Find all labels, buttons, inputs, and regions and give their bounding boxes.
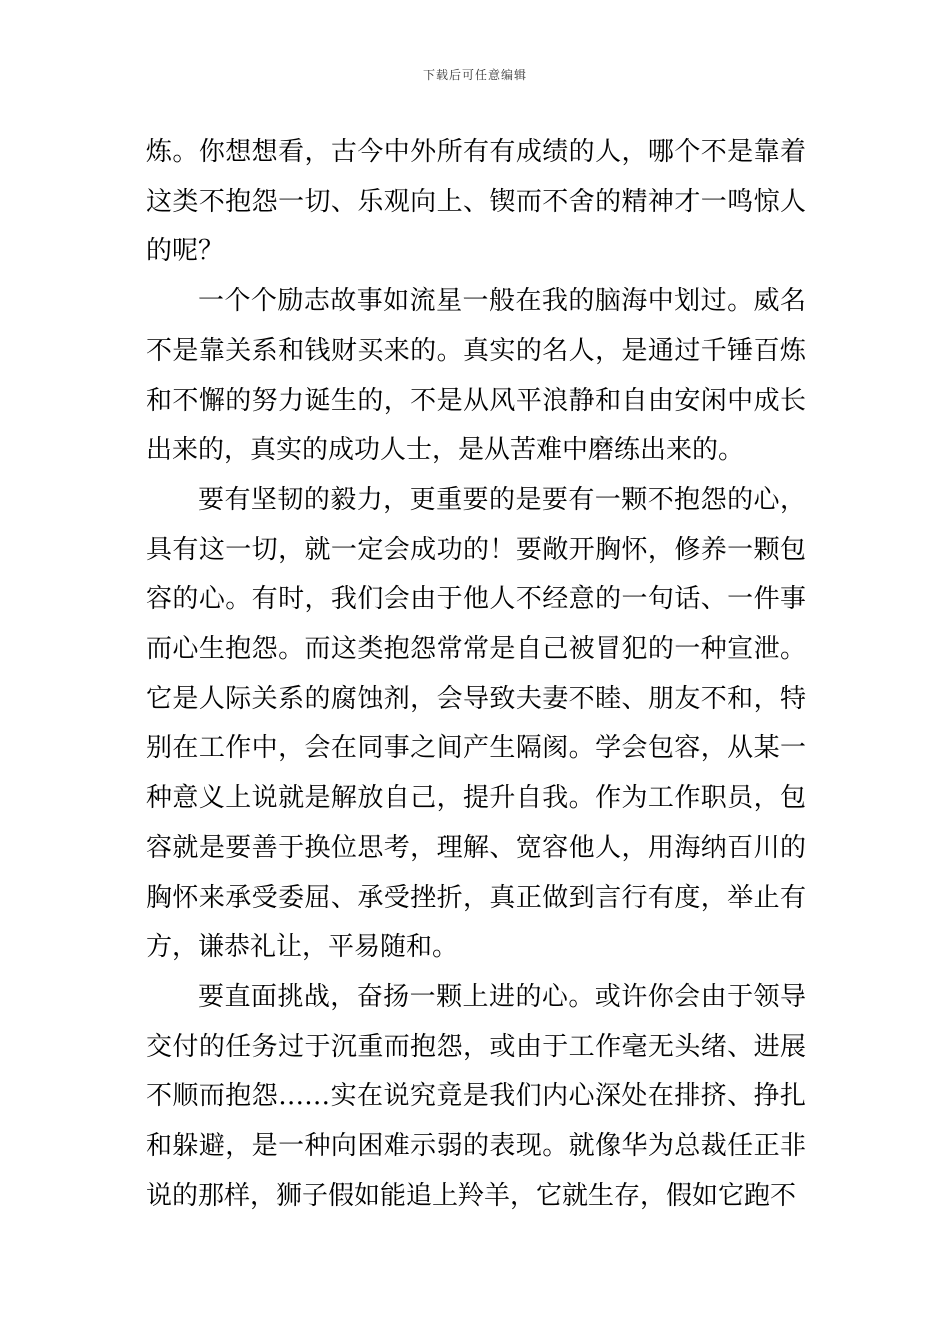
paragraph-1: 炼。你想想看，古今中外所有有成绩的人，哪个不是靠着这类不抱怨一切、乐观向上、锲而不舍的精神才一鸣惊人的呢？ [146, 137, 806, 267]
page-header: 下载后可任意编辑 [422, 68, 527, 82]
paragraph-3: 要有坚韧的毅力，更重要的是要有一颗不抱怨的心，具有这一切，就一定会成功的！要敞开胸怀，修养一颗包容的心。有时，我们会由于他人不经意的一句话、一件事而心生抱怨。而这类抱怨常常是自己被冒犯的一种宣泄。它是人际关系的腐蚀剂，会导致夫妻不睦、朋友不和，特别在工作中，会在同事之间产生隔阂。学会包容，从某一种意义上说就是解放自己，提升自我。作为工作职员，包容就是要善于换位思考，理解、宽容他人，用海纳百川的胸怀来承受委屈、承受挫折，真正做到言行有度，举止有方，谦恭礼让，平易随和。 [146, 484, 806, 963]
paragraph-2: 一个个励志故事如流星一般在我的脑海中划过。威名不是靠关系和钱财买来的。真实的名人，是通过千锤百炼和不懈的努力诞生的，不是从风平浪静和自由安闲中成长出来的，真实的成功人士，是从苦难中磨练出来的。 [146, 286, 806, 466]
document-body [146, 128, 806, 1221]
paragraph-4: 要直面挑战，奋扬一颗上进的心。或许你会由于领导交付的任务过于沉重而抱怨，或由于工作毫无头绪、进展不顺而抱怨……实在说究竟是我们内心深处在排挤、挣扎和躲避，是一种向困难示弱的表现。就像华为总裁任正非说的那样，狮子假如能追上羚羊，它就生存，假如它跑不 [146, 981, 806, 1211]
